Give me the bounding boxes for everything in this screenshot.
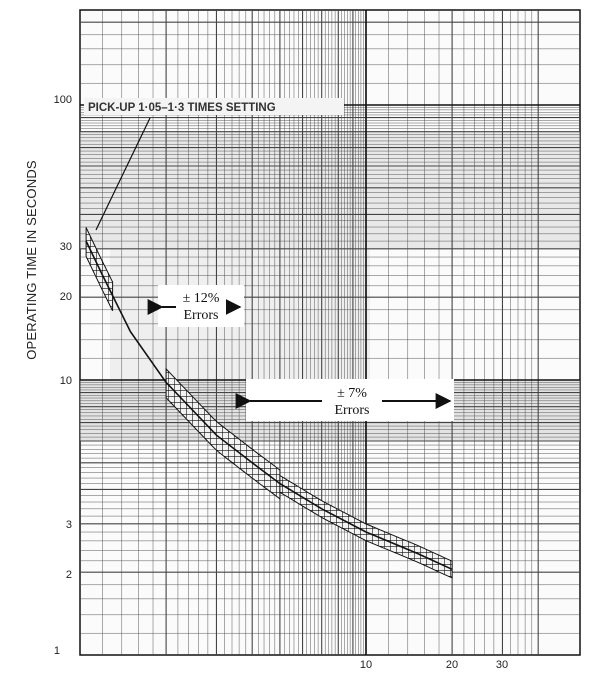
y-tick-label-10: 10 (59, 375, 72, 387)
x-tick-label-30: 30 (495, 659, 509, 671)
band2-word: Errors (334, 403, 370, 418)
y-tick-label-2: 2 (65, 569, 72, 581)
y-tick-label-30: 30 (59, 241, 72, 253)
y-tick-label-20: 20 (59, 291, 72, 303)
band1-word: Errors (183, 308, 219, 323)
y-axis-label: OPERATING TIME IN SECONDS (24, 160, 39, 360)
band2-pct: ± 7% (337, 386, 367, 401)
shaded-band-upper (80, 132, 580, 249)
x-tick-label-20: 20 (445, 659, 459, 671)
y-tick-label-3: 3 (65, 519, 72, 531)
pickup-label: PICK-UP 1·05–1·3 TIMES SETTING (88, 102, 276, 114)
y-tick-label-100: 100 (53, 94, 72, 106)
band1-pct: ± 12% (182, 291, 220, 306)
x-tick-label-10: 10 (359, 659, 373, 671)
y-tick-label-1: 1 (53, 645, 60, 657)
